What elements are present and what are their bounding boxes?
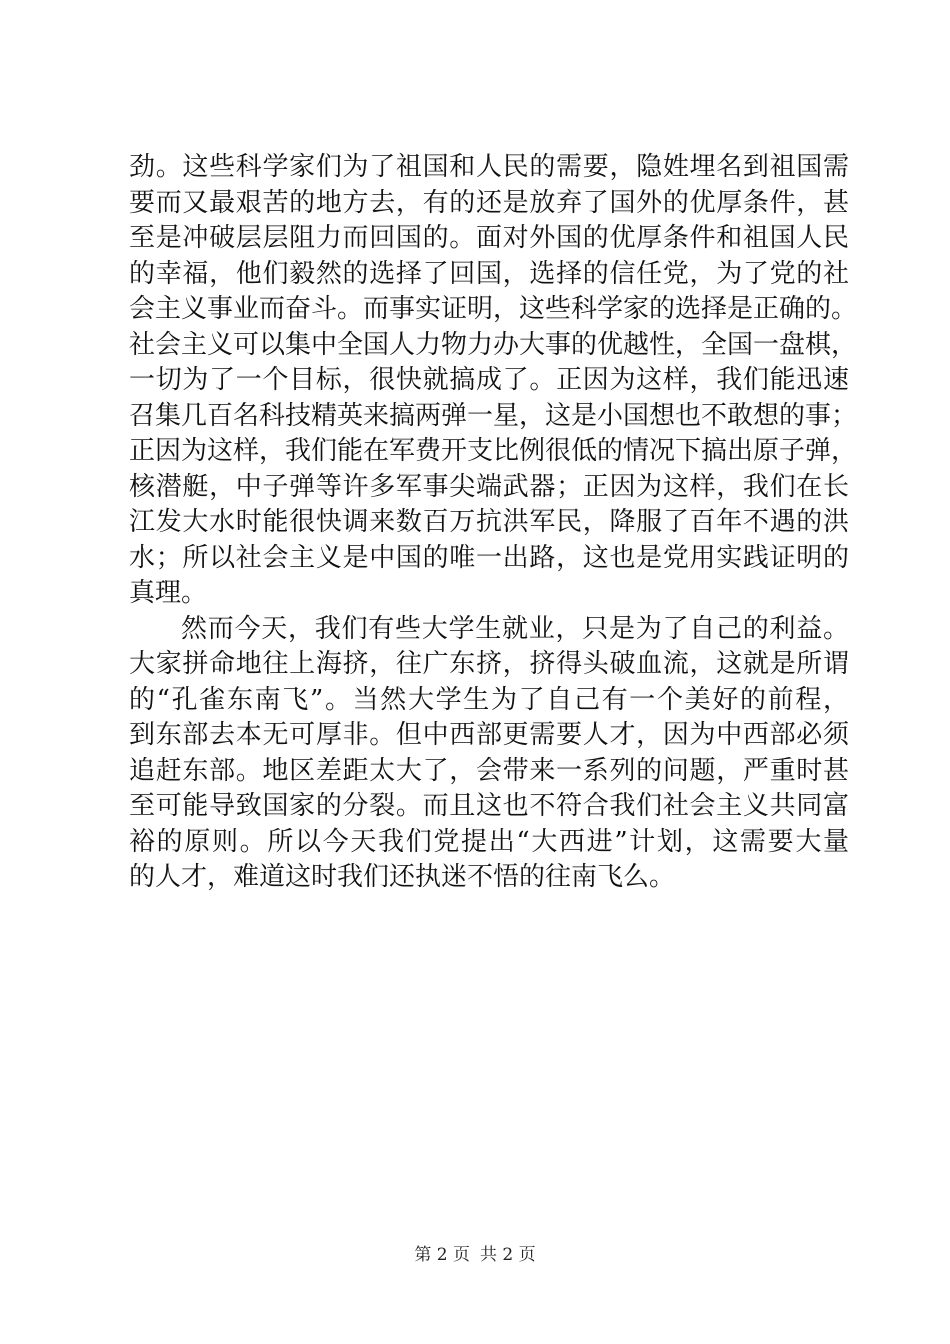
text-line: 水；所以社会主义是中国的唯一出路，这也是党用实践证明的 <box>129 542 849 573</box>
text-line: 会主义事业而奋斗。而事实证明，这些科学家的选择是正确的。 <box>129 294 858 324</box>
page-footer <box>0 1244 950 1266</box>
text-line: 的“孔雀东南飞”。当然大学生为了自己有一个美好的前程， <box>129 684 849 715</box>
text-line: 到东部去本无可厚非。但中西部更需要人才，因为中西部必须 <box>129 720 849 750</box>
text-line: 的人才，难道这时我们还执迷不悟的往南飞么。 <box>129 862 676 892</box>
text-line: 裕的原则。所以今天我们党提出“大西进”计划，这需要大量 <box>129 826 849 857</box>
page-number-current: 第 2 页 <box>414 1245 470 1265</box>
body-text <box>129 150 858 896</box>
text-line: 江发大水时能很快调来数百万抗洪军民，降服了百年不遇的洪 <box>129 507 849 537</box>
text-line: 至是冲破层层阻力而回国的。面对外国的优厚条件和祖国人民 <box>129 223 849 253</box>
text-line: 然而今天，我们有些大学生就业，只是为了自己的利益。 <box>181 613 849 644</box>
text-line: 劲。这些科学家们为了祖国和人民的需要，隐姓埋名到祖国需 <box>129 152 849 182</box>
text-line: 正因为这样，我们能在军费开支比例很低的情况下搞出原子弹， <box>129 436 858 466</box>
text-line: 大家拼命地往上海挤，往广东挤，挤得头破血流，这就是所谓 <box>129 649 849 679</box>
text-line: 真理。 <box>129 578 208 608</box>
text-line: 核潜艇，中子弹等许多军事尖端武器；正因为这样，我们在长 <box>129 471 849 502</box>
text-line: 的幸福，他们毅然的选择了回国，选择的信任党，为了党的社 <box>129 258 849 289</box>
text-line: 召集几百名科技精英来搞两弹一星，这是小国想也不敢想的事； <box>129 400 858 431</box>
text-line: 社会主义可以集中全国人力物力办大事的优越性，全国一盘棋， <box>129 329 858 360</box>
text-line: 一切为了一个目标，很快就搞成了。正因为这样，我们能迅速 <box>129 365 849 395</box>
text-line: 要而又最艰苦的地方去，有的还是放弃了国外的优厚条件，甚 <box>129 187 849 218</box>
text-line: 至可能导致国家的分裂。而且这也不符合我们社会主义共同富 <box>129 791 849 821</box>
text-line: 追赶东部。地区差距太大了，会带来一系列的问题，严重时甚 <box>129 755 849 786</box>
page-number-total: 共 2 页 <box>480 1245 536 1265</box>
